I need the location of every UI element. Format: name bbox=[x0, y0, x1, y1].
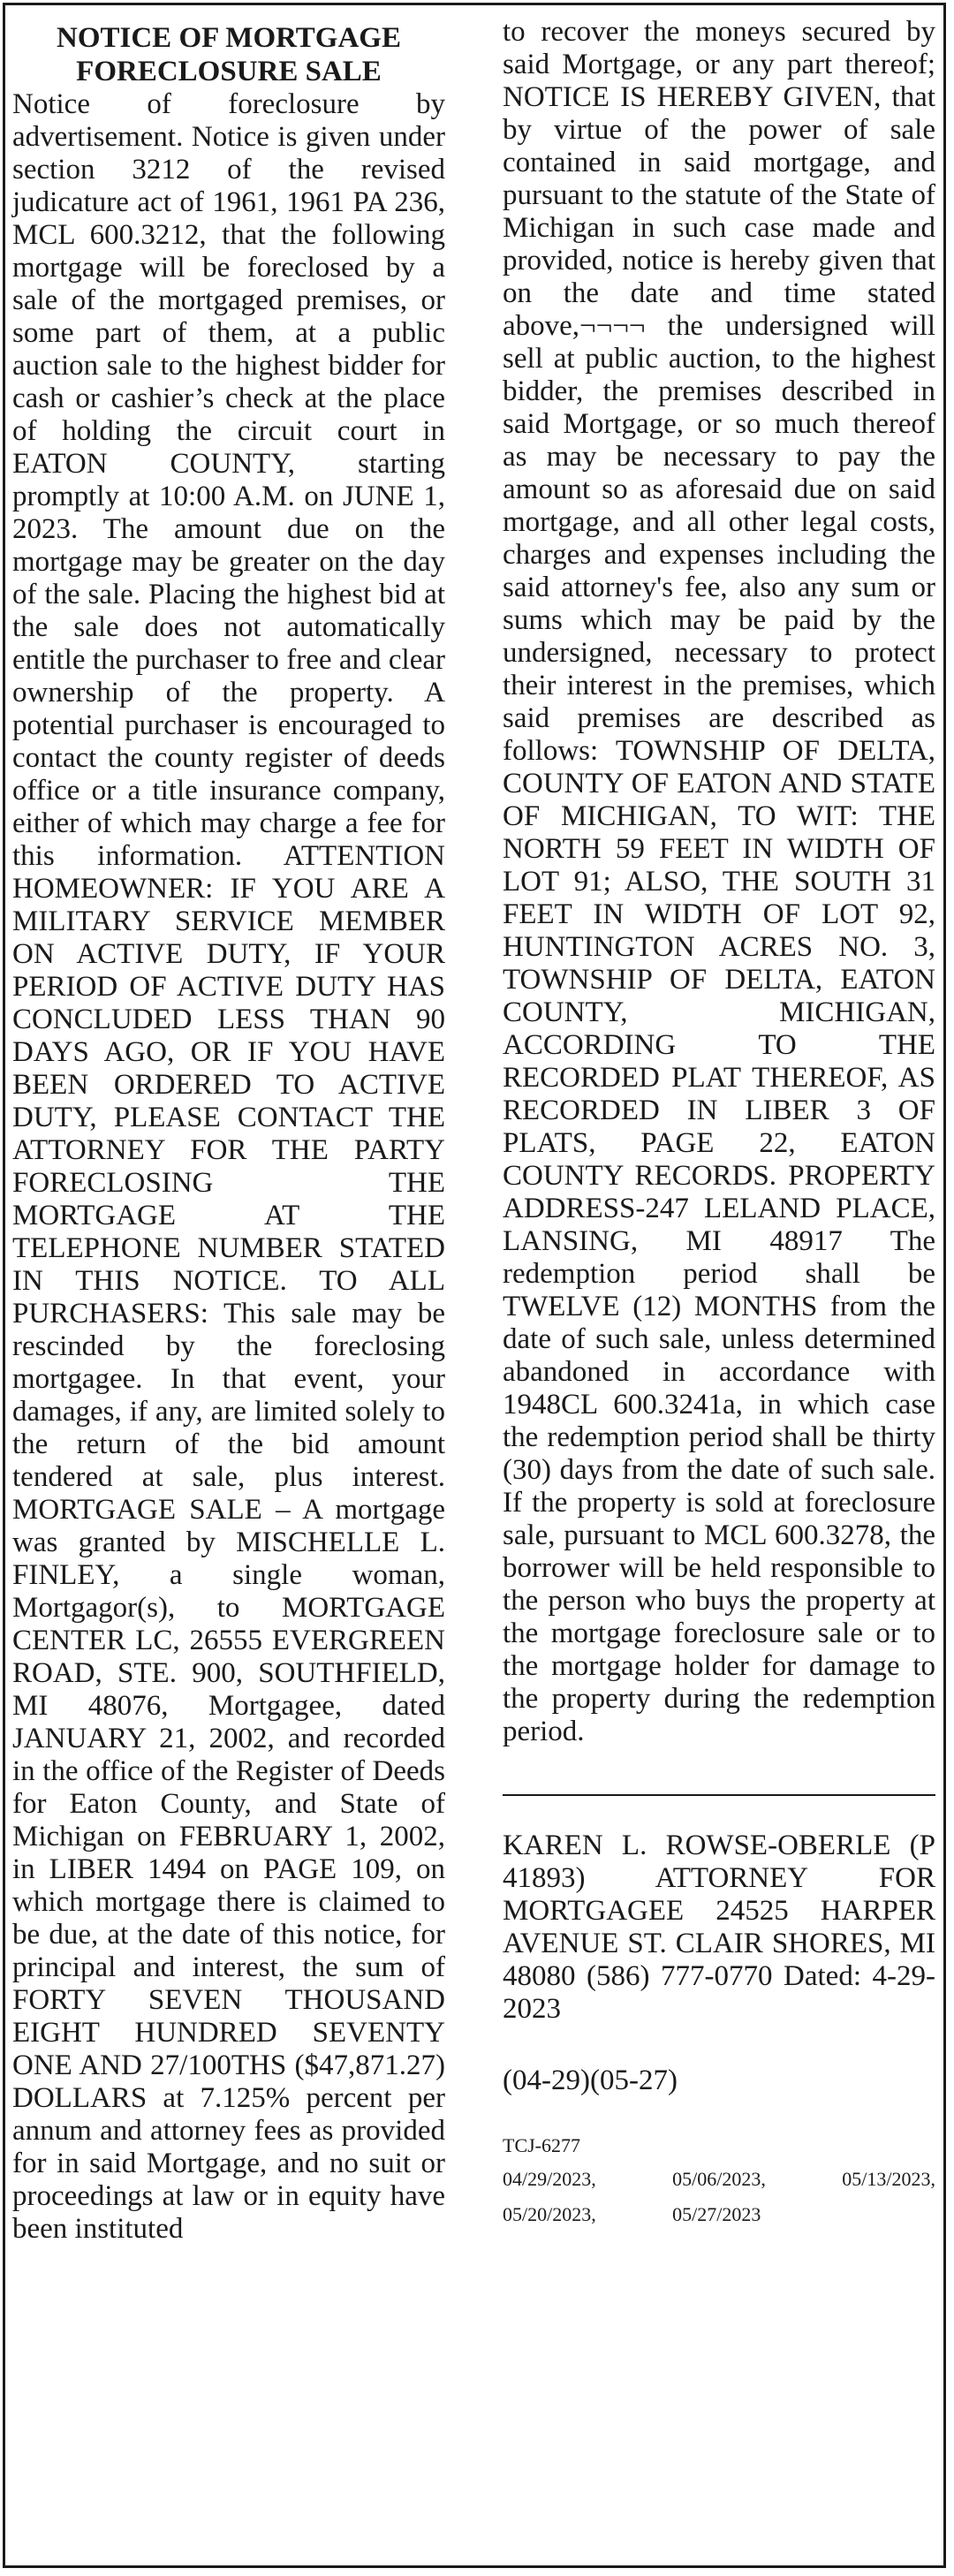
left-column bbox=[12, 16, 445, 2246]
publication-date: 05/06/2023, bbox=[672, 2168, 766, 2190]
publication-date: 04/29/2023, bbox=[503, 2168, 596, 2190]
reference-code: TCJ-6277 bbox=[503, 2134, 580, 2156]
notice-body-part-2: to recover the moneys secured by said Mortgage, or any part thereof; NOTICE IS HEREBY GIVEN, that by virtue of the power of sale contained in said mortgage, and pursuant to the statute of the State of Michigan in such case made and provided, notice is hereby given that on the date and time stated above,¬¬¬¬ the undersigned will sell at public auction, to the highest bidder, the premises described in said Mortgage, or so much thereof as may be necessary to pay the amount so as aforesaid due on said mortgage, and all other legal costs, charges and expenses including the said attorney's fee, also any sum or sums which may be paid by the undersigned, necessary to protect their interest in the premises, which said premises are described as follows: TOWNSHIP OF DELTA, COUNTY OF EATON AND STATE OF MICHIGAN, TO WIT: THE NORTH 59 FEET IN WIDTH OF LOT 91; ALSO, THE SOUTH 31 FEET IN WIDTH OF LOT 92, HUNTINGTON ACRES NO. 3, TOWNSHIP OF DELTA, EATON COUNTY, MICHIGAN, ACCORDING TO THE RECORDED PLAT THEREOF, AS RECORDED IN LIBER 3 OF PLATS, PAGE 22, EATON COUNTY RECORDS. PROPERTY ADDRESS-247 LELAND PLACE, LANSING, MI 48917 The redemption period shall be TWELVE (12) MONTHS from the date of such sale, unless determined abandoned in accordance with 1948CL 600.3241a, in which case the redemption period shall be thirty (30) days from the date of such sale. If the property is sold at foreclosure sale, pursuant to MCL 600.3278, the borrower will be held responsible to the person who buys the property at the mortgage foreclosure sale or to the mortgage holder for damage to the property during the redemption period. bbox=[503, 16, 935, 1747]
publication-date: 05/27/2023 bbox=[672, 2203, 761, 2225]
publication-date: 05/13/2023, bbox=[842, 2168, 935, 2190]
divider bbox=[503, 1794, 935, 1796]
run-dates: (04-29)(05-27) bbox=[503, 2065, 678, 2096]
attorney-signature: KAREN L. ROWSE-OBERLE (P 41893) ATTORNEY FOR MORTGAGEE 24525 HARPER AVENUE ST. CLAIR SHORES, MI 48080 (586) 777-0770 Dated: 4-29-2023 bbox=[503, 1830, 935, 2025]
legal-notice bbox=[3, 3, 946, 2568]
notice-title: NOTICE OF MORTGAGE FORECLOSURE SALE bbox=[57, 22, 401, 87]
notice-body-part-1: Notice of foreclosure by advertisement. Notice is given under section 3212 of the revised judicature act of 1961, 1961 PA 236, MCL 600.3212, that the following mortgage will be foreclosed by a sale of the mortgaged premises, or some part of them, at a public auction sale to the highest bidder for cash or cashier’s check at the place of holding the circuit court in EATON COUNTY, starting promptly at 10:00 A.M. on JUNE 1, 2023. The amount due on the mortgage may be greater on the day of the sale. Placing the highest bid at the sale does not automatically entitle the purchaser to free and clear ownership of the property. A potential purchaser is encouraged to contact the county register of deeds office or a title insurance company, either of which may charge a fee for this information. ATTENTION HOMEOWNER: IF YOU ARE A MILITARY SERVICE MEMBER ON ACTIVE DUTY, IF YOUR PERIOD OF ACTIVE DUTY HAS CONCLUDED LESS THAN 90 DAYS AGO, OR IF YOU HAVE BEEN ORDERED TO ACTIVE DUTY, PLEASE CONTACT THE ATTORNEY FOR THE PARTY FORECLOSING THE MORTGAGE AT THE TELEPHONE NUMBER STATED IN THIS NOTICE. TO ALL PURCHASERS: This sale may be rescinded by the foreclosing mortgagee. In that event, your damages, if any, are limited solely to the return of the bid amount tendered at sale, plus interest. MORTGAGE SALE – A mortgage was granted by MISCHELLE L. FINLEY, a single woman, Mortgagor(s), to MORTGAGE CENTER LC, 26555 EVERGREEN ROAD, STE. 900, SOUTHFIELD, MI 48076, Mortgagee, dated JANUARY 21, 2002, and recorded in the office of the Register of Deeds for Eaton County, and State of Michigan on FEBRUARY 1, 2002, in LIBER 1494 on PAGE 109, on which mortgage there is claimed to be due, at the date of this notice, for principal and interest, the sum of FORTY SEVEN THOUSAND EIGHT HUNDRED SEVENTY ONE AND 27/100THS ($47,871.27) DOLLARS at 7.125% percent per annum and attorney fees as provided for in said Mortgage, and no suit or proceedings at law or in equity have been instituted bbox=[12, 88, 445, 2245]
right-column bbox=[503, 16, 935, 2228]
publication-dates bbox=[503, 2166, 935, 2228]
publication-date: 05/20/2023, bbox=[503, 2203, 596, 2225]
